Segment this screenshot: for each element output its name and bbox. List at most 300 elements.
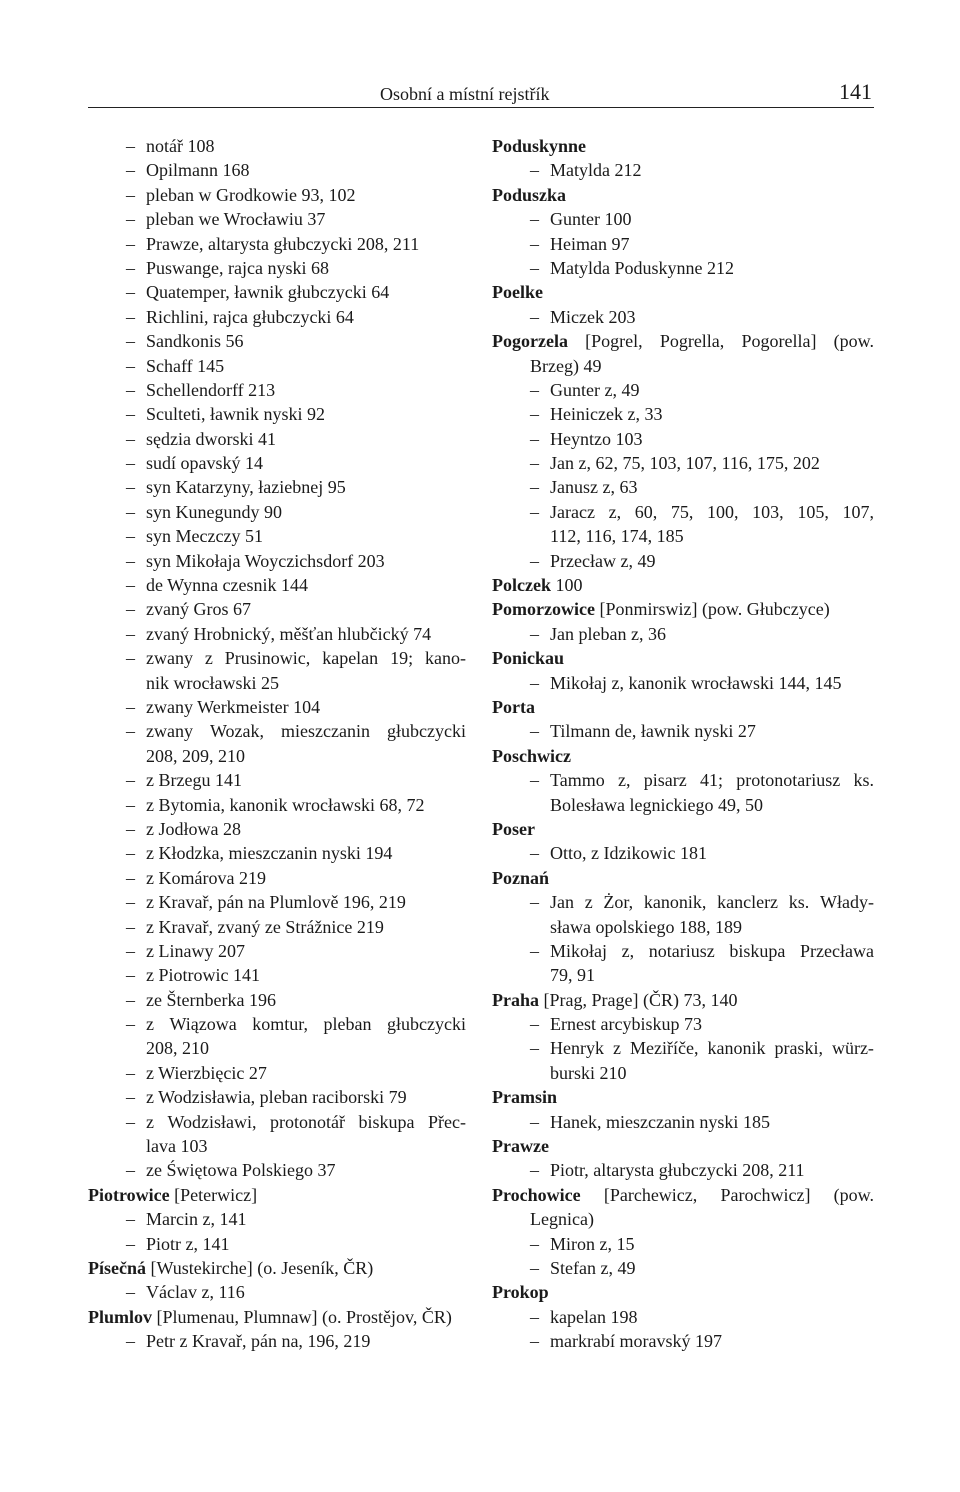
index-subentry <box>88 1085 466 1109</box>
index-subentry <box>88 1158 466 1182</box>
subentry-text: z Wierzbięcic 27 <box>146 1062 267 1083</box>
subentry-text: pleban we Wrocławiu 37 <box>146 209 326 230</box>
dash-mark: – <box>126 257 135 278</box>
justified-word: kanonik, <box>643 892 707 913</box>
dash-mark: – <box>530 453 539 474</box>
subentry-text: z Linawy 207 <box>146 940 245 961</box>
dash-mark: – <box>530 1331 539 1352</box>
continuation-text: 208, 210 <box>146 1038 209 1059</box>
index-entry-heading <box>88 1305 466 1329</box>
index-subentry <box>492 207 874 231</box>
dash-mark: – <box>126 209 135 230</box>
entry-headword: Pramsin <box>492 1087 557 1108</box>
index-entry-heading <box>492 1183 874 1207</box>
entry-headword: Poser <box>492 818 535 839</box>
index-subentry <box>492 768 874 792</box>
index-subentry <box>88 646 466 670</box>
subentry-text: syn Katarzyny, łaziebnej 95 <box>146 477 346 498</box>
index-entry-heading <box>492 183 874 207</box>
dash-mark: – <box>126 770 135 791</box>
index-column-left <box>88 134 466 1354</box>
entry-heading-text: [Peterwicz] <box>169 1184 258 1205</box>
dash-mark: – <box>530 672 539 693</box>
justified-first-word <box>530 768 605 792</box>
subentry-text: Piotr z, 141 <box>146 1233 230 1254</box>
justified-word: Pogrella, <box>659 331 725 352</box>
subentry-text: markrabí moravský 197 <box>550 1331 722 1352</box>
index-subentry <box>88 427 466 451</box>
index-subentry <box>88 915 466 939</box>
index-entry-heading <box>492 1085 874 1109</box>
justified-word: Jaracz <box>550 501 595 522</box>
dash-mark: – <box>530 501 539 522</box>
index-subentry <box>88 232 466 256</box>
index-subentry <box>492 549 874 573</box>
index-subentry <box>88 622 466 646</box>
entry-heading-text: [Wustekirche] (o. Jeseník, ČR) <box>146 1257 374 1278</box>
subentry-text: Jan z, 62, 75, 103, 107, 116, 175, 202 <box>550 453 820 474</box>
index-subentry <box>88 207 466 231</box>
justified-word: Prochowice <box>492 1184 581 1205</box>
subentry-text: zwany Werkmeister 104 <box>146 696 321 717</box>
continuation-text: 79, 91 <box>550 965 595 986</box>
dash-mark: – <box>530 257 539 278</box>
dash-mark: – <box>126 623 135 644</box>
justified-first-word <box>126 646 193 670</box>
entry-headword: Prokop <box>492 1282 549 1303</box>
justified-word: głubczycki <box>386 721 466 742</box>
dash-mark: – <box>530 843 539 864</box>
justified-word: Mikołaj <box>550 940 607 961</box>
justified-word: Żor, <box>603 892 634 913</box>
continuation-text: Brzeg) 49 <box>530 355 602 376</box>
index-entry-heading <box>492 329 874 353</box>
subentry-text: ze Šternberka 196 <box>146 989 276 1010</box>
continuation-text: 208, 209, 210 <box>146 745 245 766</box>
index-subentry <box>492 622 874 646</box>
index-subentry <box>88 256 466 280</box>
index-subentry <box>88 1207 466 1231</box>
index-subentry <box>492 1256 874 1280</box>
justified-word: pleban <box>323 1014 372 1035</box>
dash-mark: – <box>126 379 135 400</box>
justified-word: 103, <box>752 501 784 522</box>
index-subentry <box>88 183 466 207</box>
subentry-text: de Wynna czesnik 144 <box>146 575 309 596</box>
dash-mark: – <box>530 1233 539 1254</box>
index-subentry <box>88 378 466 402</box>
dash-mark: – <box>126 477 135 498</box>
dash-mark: – <box>126 1062 135 1083</box>
entry-headword: Pomorzowice <box>492 599 595 620</box>
subentry-text: zvaný Gros 67 <box>146 599 251 620</box>
index-subentry <box>88 1280 466 1304</box>
page-number: 141 <box>839 79 872 104</box>
index-subentry <box>492 256 874 280</box>
subentry-text: z Kravař, zvaný ze Strážnice 219 <box>146 916 384 937</box>
index-subentry <box>88 817 466 841</box>
dash-mark: – <box>530 477 539 498</box>
index-subentry <box>492 1305 874 1329</box>
entry-heading-text: [Prag, Prage] (ČR) 73, 140 <box>539 989 738 1010</box>
justified-word: [Pogrel, <box>585 331 643 352</box>
dash-mark: – <box>126 721 135 742</box>
subentry-text: Prawze, altarysta głubczycki 208, 211 <box>146 233 420 254</box>
entry-headword: Poduskynne <box>492 136 587 156</box>
dash-mark: – <box>530 1014 539 1035</box>
dash-mark: – <box>530 160 539 181</box>
subentry-text: Richlini, rajca głubczycki 64 <box>146 306 354 327</box>
dash-mark: – <box>126 916 135 937</box>
index-subentry-continuation <box>492 915 874 939</box>
dash-mark: – <box>126 1111 135 1132</box>
entry-headword: Plumlov <box>88 1306 153 1327</box>
subentry-text: Sandkonis 56 <box>146 331 244 352</box>
index-subentry <box>88 524 466 548</box>
index-subentry <box>88 597 466 621</box>
index-subentry <box>88 354 466 378</box>
dash-mark: – <box>126 575 135 596</box>
subentry-text: notář 108 <box>146 136 215 156</box>
dash-mark: – <box>126 1014 135 1035</box>
index-subentry <box>88 1329 466 1353</box>
index-subentry <box>492 841 874 865</box>
entry-headword: Poelke <box>492 282 543 303</box>
justified-word: Přec- <box>427 1111 466 1132</box>
subentry-text: z Brzegu 141 <box>146 770 242 791</box>
index-entry-heading <box>492 597 874 621</box>
dash-mark: – <box>126 1282 135 1303</box>
index-entry-heading <box>492 695 874 719</box>
dash-mark: – <box>126 526 135 547</box>
continuation-text: 112, 116, 174, 185 <box>550 526 684 547</box>
index-subentry <box>88 500 466 524</box>
justified-word: kanclerz <box>717 892 779 913</box>
index-entry-heading <box>492 744 874 768</box>
index-subentry <box>88 695 466 719</box>
dash-mark: – <box>530 623 539 644</box>
subentry-text: kapelan 198 <box>550 1306 638 1327</box>
index-subentry <box>88 939 466 963</box>
running-header <box>88 76 874 106</box>
index-subentry <box>88 158 466 182</box>
dash-mark: – <box>126 989 135 1010</box>
entry-headword: Poschwicz <box>492 745 571 766</box>
index-subentry <box>88 1061 466 1085</box>
subentry-text: z Jodłowa 28 <box>146 818 241 839</box>
justified-word: z <box>146 1014 154 1035</box>
dash-mark: – <box>530 1111 539 1132</box>
entry-headword: Praha <box>492 989 539 1010</box>
dash-mark: – <box>530 721 539 742</box>
justified-word: kapelan <box>322 648 379 669</box>
dash-mark: – <box>126 136 135 156</box>
subentry-text: syn Mikołaja Woyczichsdorf 203 <box>146 550 385 571</box>
justified-word: Wodzisławi, <box>167 1111 257 1132</box>
justified-first-word <box>530 1036 604 1060</box>
justified-first-word <box>530 939 607 963</box>
index-subentry <box>492 305 874 329</box>
subentry-text: syn Meczczy 51 <box>146 526 263 547</box>
justified-word: Wozak, <box>209 721 265 742</box>
justified-word: 60, <box>634 501 658 522</box>
justified-word: kano- <box>425 648 466 669</box>
justified-word: würz- <box>831 1038 874 1059</box>
index-entry-heading <box>88 1256 466 1280</box>
entry-headword: Poduszka <box>492 184 567 205</box>
subentry-text: z Kravař, pán na Plumlově 196, 219 <box>146 892 406 913</box>
subentry-text: Opilmann 168 <box>146 160 250 181</box>
continuation-text: sława opolskiego 188, 189 <box>550 916 742 937</box>
continuation-text: burski 210 <box>550 1062 627 1083</box>
index-subentry <box>492 500 874 524</box>
running-title: Osobní a místní rejstřík <box>380 84 550 104</box>
index-subentry <box>492 1036 874 1060</box>
subentry-text: z Komárova 219 <box>146 867 266 888</box>
index-subentry <box>492 1329 874 1353</box>
entry-heading-text: 100 <box>550 575 583 596</box>
justified-word: Włady- <box>819 892 874 913</box>
justified-word: Meziříče, <box>629 1038 699 1059</box>
index-subentry <box>492 671 874 695</box>
subentry-text: Mikołaj z, kanonik wrocławski 144, 145 <box>550 672 842 693</box>
index-entry-heading <box>492 1280 874 1304</box>
justified-word: notariusz <box>648 940 715 961</box>
index-subentry <box>88 573 466 597</box>
justified-word: Przecława <box>800 940 874 961</box>
index-subentry <box>88 1232 466 1256</box>
justified-word: [Parchewicz, <box>603 1184 698 1205</box>
justified-word: Pogorzela <box>492 331 568 352</box>
justified-word: Tammo <box>550 770 605 791</box>
index-subentry <box>492 475 874 499</box>
justified-word: 41; <box>699 770 723 791</box>
dash-mark: – <box>126 453 135 474</box>
index-subentry <box>88 963 466 987</box>
subentry-text: Puswange, rajca nyski 68 <box>146 257 329 278</box>
index-entry-heading <box>492 280 874 304</box>
dash-mark: – <box>126 355 135 376</box>
entry-headword: Piotrowice <box>88 1184 170 1205</box>
index-subentry-continuation <box>88 1134 466 1158</box>
index-subentry-continuation <box>88 744 466 768</box>
subentry-text: Matylda Poduskynne 212 <box>550 257 734 278</box>
subentry-text: Stefan z, 49 <box>550 1257 636 1278</box>
continuation-text: Legnica) <box>530 1209 594 1230</box>
justified-word: mieszczanin <box>281 721 370 742</box>
index-subentry <box>492 232 874 256</box>
index-subentry <box>492 939 874 963</box>
justified-word: z, <box>617 770 631 791</box>
dash-mark: – <box>126 160 135 181</box>
index-entry-heading <box>492 817 874 841</box>
dash-mark: – <box>126 184 135 205</box>
continuation-text: lava 103 <box>146 1136 208 1157</box>
index-subentry <box>88 402 466 426</box>
subentry-text: Hanek, mieszczanin nyski 185 <box>550 1111 770 1132</box>
index-entry-heading <box>492 988 874 1012</box>
justified-word: biskupa <box>358 1111 415 1132</box>
dash-mark: – <box>126 404 135 425</box>
justified-word: głubczycki <box>387 1014 466 1035</box>
dash-mark: – <box>530 379 539 400</box>
justified-word: Parochwicz] <box>720 1184 811 1205</box>
subentry-text: Petr z Kravař, pán na, 196, 219 <box>146 1331 371 1352</box>
dash-mark: – <box>126 940 135 961</box>
justified-word: biskupa <box>729 940 786 961</box>
subentry-text: Schaff 145 <box>146 355 225 376</box>
justified-word: Wiązowa <box>169 1014 237 1035</box>
justified-first-word <box>126 1110 154 1134</box>
dash-mark: – <box>126 1331 135 1352</box>
justified-word: z <box>146 1111 154 1132</box>
dash-mark: – <box>126 233 135 254</box>
dash-mark: – <box>126 867 135 888</box>
subentry-text: Heiniczek z, 33 <box>550 404 663 425</box>
justified-word: kanonik <box>707 1038 766 1059</box>
subentry-text: Tilmann de, ławnik nyski 27 <box>550 721 756 742</box>
dash-mark: – <box>530 404 539 425</box>
dash-mark: – <box>530 1160 539 1181</box>
justified-word: protonotář <box>270 1111 345 1132</box>
dash-mark: – <box>530 892 539 913</box>
continuation-text: nik wrocławski 25 <box>146 672 279 693</box>
justified-first-word <box>530 500 595 524</box>
entry-headword: Polczek <box>492 575 551 596</box>
index-subentry <box>88 475 466 499</box>
justified-word: 100, <box>707 501 739 522</box>
justified-word: zwany <box>146 721 193 742</box>
subentry-text: Václav z, 116 <box>146 1282 245 1303</box>
dash-mark: – <box>126 599 135 620</box>
header-rule <box>88 107 874 108</box>
index-subentry <box>88 329 466 353</box>
justified-word: Pogorella] <box>741 331 817 352</box>
dash-mark: – <box>126 696 135 717</box>
index-subentry <box>88 549 466 573</box>
index-column-right <box>492 134 874 1354</box>
dash-mark: – <box>126 282 135 303</box>
index-subentry <box>492 719 874 743</box>
index-subentry <box>88 280 466 304</box>
index-subentry <box>492 451 874 475</box>
dash-mark: – <box>126 648 135 669</box>
subentry-text: Heyntzo 103 <box>550 428 643 449</box>
entry-headword: Poznań <box>492 867 550 888</box>
subentry-text: ze Świętowa Polskiego 37 <box>146 1160 336 1181</box>
index-subentry <box>88 1012 466 1036</box>
subentry-text: Matylda 212 <box>550 160 642 181</box>
index-subentry <box>492 890 874 914</box>
subentry-text: sędzia dworski 41 <box>146 428 276 449</box>
justified-word: z <box>204 648 213 669</box>
subentry-text: z Kłodzka, mieszczanin nyski 194 <box>146 843 393 864</box>
entry-headword: Prawze <box>492 1136 549 1157</box>
justified-word: zwany <box>146 648 193 669</box>
dash-mark: – <box>530 428 539 449</box>
dash-mark: – <box>126 965 135 986</box>
subentry-text: Jan pleban z, 36 <box>550 623 666 644</box>
justified-first-word <box>530 890 574 914</box>
dash-mark: – <box>530 940 539 961</box>
justified-word: z, <box>608 501 622 522</box>
index-subentry-continuation <box>492 963 874 987</box>
index-subentry <box>492 402 874 426</box>
index-subentry <box>492 1110 874 1134</box>
subentry-text: Gunter 100 <box>550 209 632 230</box>
justified-word: ks. <box>788 892 810 913</box>
subentry-text: Heiman 97 <box>550 233 630 254</box>
dash-mark: – <box>126 550 135 571</box>
index-subentry <box>88 1110 466 1134</box>
index-entry-continuation <box>492 1207 874 1231</box>
entry-headword: Písečná <box>88 1257 146 1278</box>
justified-word: (pow. <box>833 1184 874 1205</box>
index-entry-heading <box>492 866 874 890</box>
subentry-text: z Piotrowic 141 <box>146 965 260 986</box>
justified-word: pisarz <box>643 770 687 791</box>
subentry-text: Sculteti, ławnik nyski 92 <box>146 404 325 425</box>
dash-mark: – <box>126 1233 135 1254</box>
dash-mark: – <box>530 233 539 254</box>
justified-word: Prusinowic, <box>224 648 311 669</box>
entry-headword: Porta <box>492 696 535 717</box>
index-entry-heading <box>492 1134 874 1158</box>
dash-mark: – <box>530 550 539 571</box>
index-subentry <box>492 1232 874 1256</box>
index-subentry <box>492 1158 874 1182</box>
index-subentry <box>88 305 466 329</box>
subentry-text: Miczek 203 <box>550 306 636 327</box>
subentry-text: Marcin z, 141 <box>146 1209 247 1230</box>
continuation-text: Bolesława legnickiego 49, 50 <box>550 794 763 815</box>
subentry-text: Schellendorff 213 <box>146 379 276 400</box>
index-subentry-continuation <box>492 1061 874 1085</box>
justified-word: Henryk <box>550 1038 604 1059</box>
subentry-text: Piotr, altarysta głubczycki 208, 211 <box>550 1160 805 1181</box>
subentry-text: Ernest arcybiskup 73 <box>550 1014 702 1035</box>
dash-mark: – <box>530 770 539 791</box>
index-subentry <box>492 1012 874 1036</box>
index-entry-heading <box>492 573 874 597</box>
dash-mark: – <box>530 1038 539 1059</box>
index-entry-heading <box>492 646 874 670</box>
entry-headword: Ponickau <box>492 648 565 669</box>
subentry-text: Quatemper, ławnik głubczycki 64 <box>146 282 390 303</box>
justified-word: komtur, <box>252 1014 309 1035</box>
index-subentry <box>88 134 466 158</box>
dash-mark: – <box>530 306 539 327</box>
dash-mark: – <box>126 892 135 913</box>
dash-mark: – <box>126 1209 135 1230</box>
justified-word: 19; <box>390 648 414 669</box>
index-subentry-continuation <box>88 671 466 695</box>
justified-word: ks. <box>853 770 874 791</box>
justified-word: praski, <box>774 1038 823 1059</box>
justified-first-word <box>126 1012 154 1036</box>
justified-word: 107, <box>842 501 874 522</box>
justified-word: 75, <box>670 501 694 522</box>
dash-mark: – <box>530 209 539 230</box>
index-subentry-continuation <box>492 793 874 817</box>
index-subentry <box>88 866 466 890</box>
subentry-text: z Bytomia, kanonik wrocławski 68, 72 <box>146 794 425 815</box>
index-subentry-continuation <box>492 524 874 548</box>
dash-mark: – <box>126 306 135 327</box>
justified-word: (pow. <box>833 331 874 352</box>
subentry-text: sudí opavský 14 <box>146 453 263 474</box>
dash-mark: – <box>126 794 135 815</box>
